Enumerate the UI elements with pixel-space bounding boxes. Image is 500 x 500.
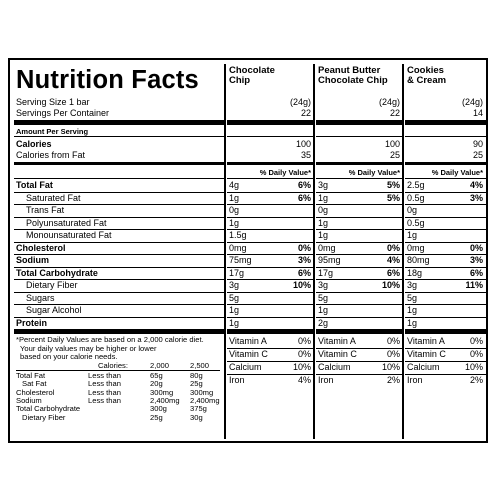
- serving-size-value: (24g): [461, 97, 483, 107]
- thick-divider: [227, 120, 314, 125]
- daily-value-header: % Daily Value*: [259, 168, 311, 177]
- vitamin-label: Vitamin C: [318, 349, 357, 359]
- nutrient-amount: 5g: [407, 292, 418, 303]
- footnote-row-label: Dietary Fiber: [22, 412, 66, 422]
- nutrient-amount: 4g: [229, 180, 240, 190]
- column-header: [229, 66, 316, 86]
- servings-per-container-value: 14: [472, 108, 483, 118]
- nutrient-amount: 17g: [318, 267, 334, 278]
- nutrient-amount: 1g: [229, 217, 240, 228]
- thick-divider: [405, 120, 486, 125]
- thick-divider: [316, 329, 403, 334]
- nutrient-label: Sugars: [26, 292, 55, 303]
- nutrient-daily-value: 6%: [386, 267, 400, 278]
- column-header-line: Chocolate: [229, 65, 275, 76]
- calories-from-fat-value: 25: [389, 150, 400, 160]
- nutrient-amount: 1g: [318, 192, 329, 203]
- footnote-line: based on your calorie needs.: [20, 352, 118, 362]
- nutrient-amount: 0g: [318, 205, 329, 215]
- servings-per-container-value: 22: [389, 108, 400, 118]
- nutrition-facts-title: Nutrition Facts: [16, 66, 199, 94]
- nutrient-amount: 1.5g: [229, 230, 247, 240]
- footnote-row-value-2000: 2,400mg: [150, 395, 180, 405]
- nutrient-amount: 3g: [407, 280, 418, 290]
- nutrient-amount: 1g: [407, 305, 418, 315]
- nutrient-daily-value: 6%: [297, 180, 311, 190]
- divider: [405, 136, 486, 137]
- nutrient-daily-value: 6%: [297, 267, 311, 278]
- vitamin-value: 10%: [292, 362, 311, 372]
- nutrient-amount: 1g: [407, 317, 418, 328]
- nutrient-amount: 18g: [407, 267, 423, 278]
- mid-divider: [227, 162, 314, 165]
- divider: [405, 304, 486, 305]
- vitamin-value: 0%: [297, 349, 311, 359]
- serving-size-value: (24g): [378, 97, 400, 107]
- nutrient-label: Sodium: [16, 255, 49, 265]
- vitamin-value: 0%: [386, 349, 400, 359]
- nutrient-amount: 3g: [318, 280, 329, 290]
- nutrient-amount: 1g: [318, 230, 329, 240]
- footnote-row-value-2500: 2,400mg: [190, 395, 220, 405]
- serving-size-label: Serving Size 1 bar: [16, 97, 90, 107]
- footnote-row-value-2500: 300mg: [190, 387, 214, 397]
- column-header: [318, 66, 405, 86]
- divider: [316, 229, 403, 230]
- thick-divider: [316, 120, 403, 125]
- vitamin-value: 2%: [469, 375, 483, 385]
- nutrient-daily-value: 3%: [469, 255, 483, 265]
- divider: [405, 229, 486, 230]
- nutrient-label: Total Fat: [16, 180, 53, 190]
- divider: [227, 292, 314, 293]
- amount-per-serving-label: Amount Per Serving: [16, 127, 89, 136]
- vitamin-value: 2%: [386, 375, 400, 385]
- nutrient-daily-value: 6%: [469, 267, 483, 278]
- nutrient-amount: 0mg: [229, 242, 247, 253]
- divider: [227, 317, 314, 318]
- footnote-row-label: Sat Fat: [22, 379, 47, 389]
- nutrient-label: Protein: [16, 317, 48, 328]
- column-separator: [313, 64, 315, 439]
- footnote-row-value-2500: 25g: [190, 379, 203, 389]
- divider: [405, 204, 486, 205]
- nutrient-amount: 2.5g: [407, 180, 425, 190]
- column-header-line: Peanut Butter: [318, 65, 381, 76]
- nutrient-daily-value: 6%: [297, 192, 311, 203]
- nutrient-daily-value: 5%: [386, 180, 400, 190]
- nutrient-daily-value: 10%: [381, 280, 400, 290]
- footnote-row-value-2500: 375g: [190, 404, 207, 414]
- footnote-row-value-2000: 300g: [150, 404, 167, 414]
- divider: [316, 217, 403, 218]
- column-separator: [402, 64, 404, 439]
- thick-divider: [405, 329, 486, 334]
- vitamin-label: Vitamin A: [407, 336, 445, 346]
- column-separator: [224, 64, 226, 439]
- calories-value: 100: [384, 139, 400, 149]
- nutrient-label: Saturated Fat: [26, 192, 81, 203]
- calories-from-fat-value: 25: [472, 150, 483, 160]
- nutrient-label: Cholesterol: [16, 242, 66, 253]
- footnote-row-condition: Less than: [88, 379, 121, 389]
- column-header: [407, 66, 488, 86]
- footnote-row-label: Total Fat: [16, 370, 46, 380]
- nutrient-label: Trans Fat: [26, 205, 65, 215]
- footnote-calories-2500: 2,500: [190, 360, 210, 370]
- nutrient-amount: 1g: [229, 192, 240, 203]
- nutrient-daily-value: 4%: [469, 180, 483, 190]
- footnote-calories-label: Calories:: [98, 360, 128, 370]
- divider: [405, 317, 486, 318]
- nutrient-daily-value: 4%: [386, 255, 400, 265]
- nutrient-amount: 3g: [229, 280, 240, 290]
- vitamin-value: 0%: [469, 349, 483, 359]
- nutrient-amount: 0mg: [407, 242, 425, 253]
- vitamin-label: Iron: [229, 375, 245, 385]
- servings-per-container-value: 22: [300, 108, 311, 118]
- thick-divider: [227, 329, 314, 334]
- vitamin-label: Calcium: [318, 362, 351, 372]
- vitamin-value: 0%: [386, 336, 400, 346]
- vitamin-label: Calcium: [229, 362, 262, 372]
- nutrient-amount: 80mg: [407, 255, 430, 265]
- divider: [316, 136, 403, 137]
- footnote-row-value-2000: 300mg: [150, 387, 174, 397]
- vitamin-value: 4%: [297, 375, 311, 385]
- footnote-row-value-2500: 30g: [190, 412, 203, 422]
- footnote-line: *Percent Daily Values are based on a 2,000 calorie diet.: [16, 335, 204, 344]
- nutrient-daily-value: 5%: [386, 192, 400, 203]
- divider: [316, 304, 403, 305]
- nutrient-label: Polyunsaturated Fat: [26, 217, 107, 228]
- daily-value-header: % Daily Value*: [348, 168, 400, 177]
- nutrient-amount: 2g: [318, 317, 329, 328]
- nutrient-amount: 0.5g: [407, 192, 425, 203]
- footnote-row-label: Total Carbohydrate: [16, 404, 81, 414]
- divider: [227, 204, 314, 205]
- nutrient-daily-value: 0%: [469, 242, 483, 253]
- divider: [14, 178, 226, 179]
- nutrient-label: Dietary Fiber: [26, 280, 78, 290]
- divider: [227, 178, 314, 179]
- vitamin-value: 10%: [381, 362, 400, 372]
- nutrient-daily-value: 10%: [292, 280, 311, 290]
- vitamin-label: Vitamin C: [229, 349, 268, 359]
- divider: [316, 204, 403, 205]
- column-header-line: Chip: [229, 75, 251, 86]
- nutrient-daily-value: 0%: [297, 242, 311, 253]
- calories-value: 100: [295, 139, 311, 149]
- nutrient-daily-value: 3%: [469, 192, 483, 203]
- calories-value: 90: [472, 139, 483, 149]
- vitamin-label: Iron: [407, 375, 423, 385]
- nutrient-daily-value: 0%: [386, 242, 400, 253]
- nutrient-amount: 1g: [318, 305, 329, 315]
- footnote-row-condition: Less than: [88, 370, 121, 380]
- footnote-line: Your daily values may be higher or lower: [20, 343, 157, 353]
- nutrient-amount: 0.5g: [407, 217, 425, 228]
- nutrient-label: Total Carbohydrate: [16, 267, 98, 278]
- nutrient-amount: 75mg: [229, 255, 252, 265]
- footnote-row-label: Sodium: [16, 395, 42, 405]
- mid-divider: [14, 162, 226, 165]
- vitamin-value: 0%: [297, 336, 311, 346]
- daily-value-header: % Daily Value*: [431, 168, 483, 177]
- footnote-row-condition: Less than: [88, 387, 121, 397]
- vitamin-label: Vitamin C: [407, 349, 446, 359]
- divider: [14, 136, 226, 137]
- vitamin-label: Vitamin A: [229, 336, 267, 346]
- divider: [227, 304, 314, 305]
- footnote-row-value-2500: 80g: [190, 370, 203, 380]
- column-header-line: Cookies: [407, 65, 444, 76]
- footnote-row-value-2000: 65g: [150, 370, 163, 380]
- thick-divider: [14, 120, 226, 125]
- divider: [227, 217, 314, 218]
- nutrient-amount: 5g: [318, 292, 329, 303]
- vitamin-value: 10%: [464, 362, 483, 372]
- nutrient-amount: 95mg: [318, 255, 341, 265]
- nutrient-label: Sugar Alcohol: [26, 305, 82, 315]
- footnote-calories-2000: 2,000: [150, 360, 170, 370]
- calories-label: Calories: [16, 139, 52, 149]
- nutrition-facts-label: [8, 58, 488, 443]
- nutrient-daily-value: 3%: [297, 255, 311, 265]
- vitamin-label: Vitamin A: [318, 336, 356, 346]
- nutrient-amount: 0mg: [318, 242, 336, 253]
- nutrient-daily-value: 11%: [465, 280, 483, 290]
- nutrient-amount: 0g: [407, 205, 418, 215]
- nutrient-amount: 5g: [229, 292, 240, 303]
- serving-size-value: (24g): [289, 97, 311, 107]
- calories-from-fat-label: Calories from Fat: [16, 150, 86, 160]
- thick-divider: [14, 329, 226, 334]
- divider: [227, 136, 314, 137]
- vitamin-value: 0%: [469, 336, 483, 346]
- divider: [316, 292, 403, 293]
- divider: [316, 178, 403, 179]
- servings-per-container-label: Servings Per Container: [16, 108, 110, 118]
- footnote-row-value-2000: 20g: [150, 379, 163, 389]
- vitamin-label: Calcium: [407, 362, 440, 372]
- mid-divider: [316, 162, 403, 165]
- column-header-line: Chocolate Chip: [318, 75, 388, 86]
- column-header-line: & Cream: [407, 75, 447, 86]
- nutrient-amount: 3g: [318, 180, 329, 190]
- footnote-row-label: Cholesterol: [16, 387, 55, 397]
- footnote-row-condition: Less than: [88, 395, 121, 405]
- vitamin-label: Iron: [318, 375, 334, 385]
- nutrient-amount: 0g: [229, 205, 240, 215]
- divider: [405, 178, 486, 179]
- nutrient-amount: 1g: [407, 230, 418, 240]
- divider: [316, 317, 403, 318]
- nutrient-amount: 1g: [318, 217, 329, 228]
- nutrient-amount: 1g: [229, 305, 240, 315]
- divider: [405, 292, 486, 293]
- nutrient-label: Monounsaturated Fat: [26, 230, 112, 240]
- calories-from-fat-value: 35: [300, 150, 311, 160]
- mid-divider: [405, 162, 486, 165]
- footnote-row-value-2000: 25g: [150, 412, 163, 422]
- nutrient-amount: 17g: [229, 267, 245, 278]
- nutrient-amount: 1g: [229, 317, 240, 328]
